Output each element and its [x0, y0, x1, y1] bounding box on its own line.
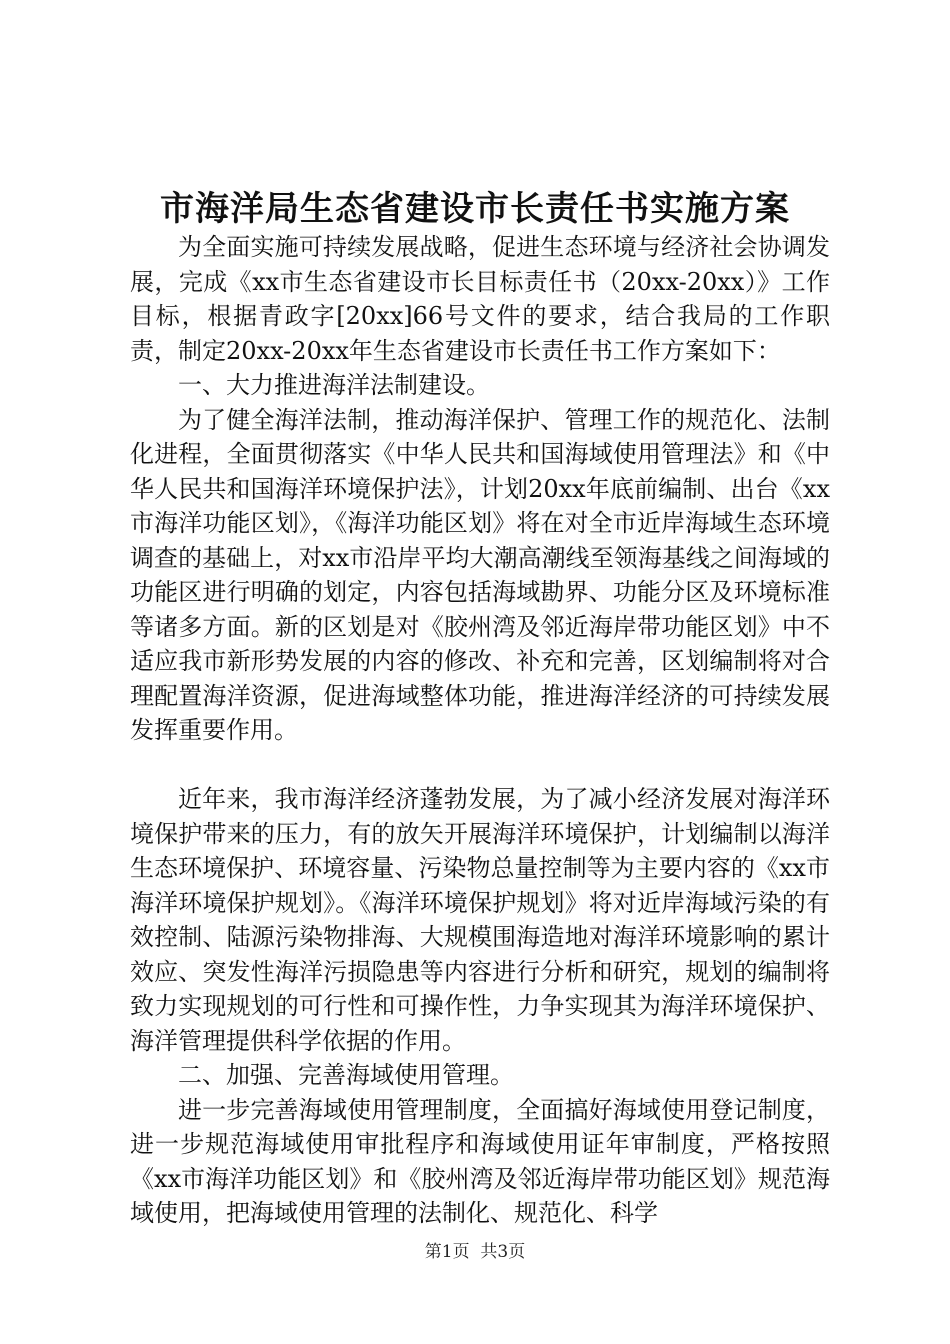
page-footer [0, 1240, 950, 1264]
body-paragraph: 为了健全海洋法制，推动海洋保护、管理工作的规范化、法制化进程，全面贯彻落实《中华人民共和国海域使用管理法》和《中华人民共和国海洋环境保护法》，计划20xx年底前编制、出台《xx市海洋功能区划》，《海洋功能区划》将在对全市近岸海域生态环境调查的基础上，对xx市沿岸平均大潮高潮线至领海基线之间海域的功能区进行明确的划定，内容包括海域勘界、功能分区及环境标准等诸多方面。新的区划是对《胶州湾及邻近海岸带功能区划》中不适应我市新形势发展的内容的修改、补充和完善，区划编制将对合理配置海洋资源，促进海域整体功能，推进海洋经济的可持续发展发挥重要作用。 [130, 405, 830, 744]
body-paragraph: 近年来，我市海洋经济蓬勃发展，为了减小经济发展对海洋环境保护带来的压力，有的放矢开展海洋环境保护，计划编制以海洋生态环境保护、环境容量、污染物总量控制等为主要内容的《xx市海洋环境保护规划》。《海洋环境保护规划》将对近岸海域污染的有效控制、陆源污染物排海、大规模围海造地对海洋环境影响的累计效应、突发性海洋污损隐患等内容进行分析和研究，规划的编制将致力实现规划的可行性和可操作性，力争实现其为海洋环境保护、海洋管理提供科学依据的作用。 [130, 785, 830, 1055]
intro-paragraph: 为全面实施可持续发展战略，促进生态环境与经济社会协调发展，完成《xx市生态省建设市长目标责任书（20xx-20xx）》工作目标，根据青政字[20xx]66号文件的要求，结合我局的工作职责，制定20xx-20xx年生态省建设市长责任书工作方案如下： [130, 233, 830, 365]
document-body [130, 230, 830, 1231]
document-title: 市海洋局生态省建设市长责任书实施方案 [160, 189, 790, 229]
footer-spacer [470, 1242, 481, 1262]
page-number: 第1页 [424, 1242, 470, 1262]
section-heading-2: 二、加强、完善海域使用管理。 [178, 1061, 514, 1089]
page-total: 共3页 [480, 1242, 526, 1262]
body-paragraph: 进一步完善海域使用管理制度，全面搞好海域使用登记制度，进一步规范海域使用审批程序和海域使用证年审制度，严格按照《xx市海洋功能区划》和《胶州湾及邻近海岸带功能区划》规范海域使用，把海域使用管理的法制化、规范化、科学 [130, 1095, 830, 1227]
paragraph-gap [130, 748, 830, 783]
section-heading-1: 一、大力推进海洋法制建设。 [178, 371, 490, 399]
